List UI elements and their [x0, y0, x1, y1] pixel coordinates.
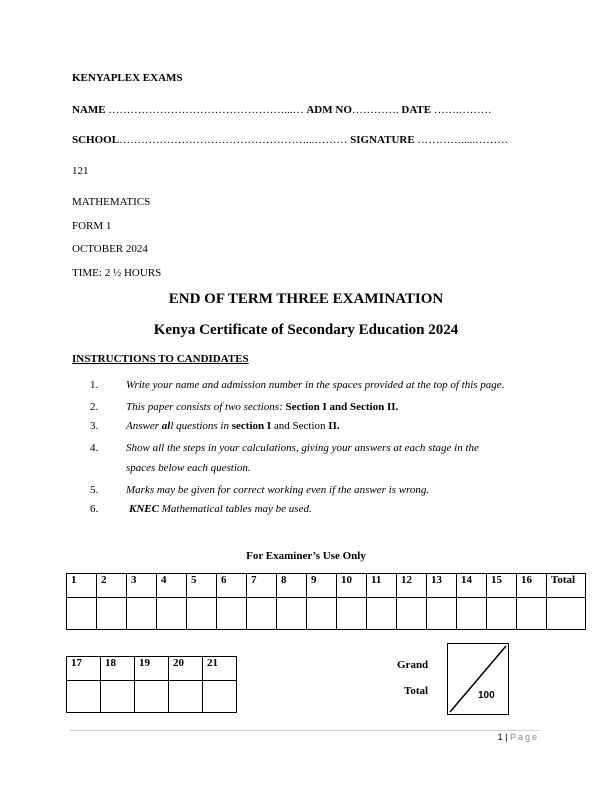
date-field[interactable]: …….……… [433, 104, 492, 116]
score-cell[interactable] [517, 598, 547, 630]
total-header-cell: Total [547, 574, 586, 598]
signature-field[interactable]: ………….....……… [417, 134, 509, 146]
total-score-cell[interactable] [547, 598, 586, 630]
paper-code: 121 [72, 165, 89, 177]
examiner-heading: For Examiner’s Use Only [246, 550, 366, 562]
instruction-text: Write your name and admission number in the spaces provided at the top of this page. [126, 379, 505, 391]
question-number-cell: 15 [487, 574, 517, 598]
score-cell[interactable] [337, 598, 367, 630]
question-number-cell: 1 [67, 574, 97, 598]
question-number-cell: 21 [203, 657, 237, 681]
question-number-cell: 9 [307, 574, 337, 598]
question-number-cell: 14 [457, 574, 487, 598]
school-field[interactable]: ……………………………………………...……… [119, 134, 348, 146]
question-number-cell: 10 [337, 574, 367, 598]
exam-org: KENYAPLEX EXAMS [72, 72, 183, 84]
score-cell[interactable] [127, 598, 157, 630]
score-table-2 [66, 656, 237, 713]
page-separator: | [502, 732, 510, 742]
paper-time: TIME: 2 ½ HOURS [72, 267, 162, 279]
question-number-cell: 8 [277, 574, 307, 598]
score-cell[interactable] [169, 681, 203, 713]
score-cell[interactable] [67, 598, 97, 630]
question-number-cell: 20 [169, 657, 203, 681]
score-cell[interactable] [307, 598, 337, 630]
question-number-cell: 11 [367, 574, 397, 598]
school-line [72, 134, 508, 146]
score-cell[interactable] [97, 598, 127, 630]
page-number: 1 [497, 732, 503, 742]
question-number-cell: 12 [397, 574, 427, 598]
question-number-cell: 4 [157, 574, 187, 598]
score-entry-row [67, 598, 586, 630]
paper-month: OCTOBER 2024 [72, 243, 148, 255]
instruction-number: 1. [90, 379, 99, 391]
name-field[interactable]: …………………………………………...… [108, 104, 304, 116]
score-cell[interactable] [367, 598, 397, 630]
question-number-cell: 3 [127, 574, 157, 598]
school-label: SCHOOL [72, 134, 120, 146]
exam-subtitle: Kenya Certificate of Secondary Education 2024 [153, 322, 459, 338]
instruction-number: 3. [90, 420, 99, 432]
diagonal-line [448, 644, 508, 714]
score-cell[interactable] [135, 681, 169, 713]
score-cell[interactable] [157, 598, 187, 630]
question-number-cell: 7 [247, 574, 277, 598]
instruction-number: 5. [90, 484, 99, 496]
instruction-number: 4. [90, 442, 99, 454]
question-number-cell: 13 [427, 574, 457, 598]
instructions-heading: INSTRUCTIONS TO CANDIDATES [72, 353, 249, 365]
adm-field[interactable]: …………. [351, 104, 399, 116]
question-number-cell: 19 [135, 657, 169, 681]
grand-total-box[interactable] [447, 643, 509, 715]
page-word: Page [509, 732, 539, 742]
score-cell[interactable] [67, 681, 101, 713]
question-number-cell: 18 [101, 657, 135, 681]
paper-form: FORM 1 [72, 220, 112, 232]
score-table-1 [66, 573, 586, 630]
score-header-row [67, 657, 237, 681]
instruction-text: This paper consists of two sections: Section I and Section II. [126, 401, 399, 413]
exam-title: END OF TERM THREE EXAMINATION [168, 291, 444, 307]
instruction-text: Answer all questions in section I and Section II. [126, 420, 340, 432]
score-entry-row [67, 681, 237, 713]
score-cell[interactable] [101, 681, 135, 713]
score-header-row [67, 574, 586, 598]
name-label: NAME [72, 104, 106, 116]
instruction-text: Marks may be given for correct working even if the answer is wrong. [126, 484, 430, 496]
max-marks: 100 [478, 690, 495, 701]
instruction-text: KNEC Mathematical tables may be used. [129, 503, 312, 515]
score-cell[interactable] [217, 598, 247, 630]
page-footer [498, 732, 539, 742]
score-cell[interactable] [203, 681, 237, 713]
score-cell[interactable] [277, 598, 307, 630]
score-cell[interactable] [487, 598, 517, 630]
instruction-number: 6. [90, 503, 99, 515]
instruction-number: 2. [90, 401, 99, 413]
score-cell[interactable] [457, 598, 487, 630]
total-label: Total [404, 685, 429, 697]
date-label: DATE [401, 104, 432, 116]
question-number-cell: 6 [217, 574, 247, 598]
score-cell[interactable] [187, 598, 217, 630]
paper-subject: MATHEMATICS [72, 196, 151, 208]
adm-label: ADM NO [306, 104, 352, 116]
question-number-cell: 2 [97, 574, 127, 598]
score-cell[interactable] [427, 598, 457, 630]
score-cell[interactable] [397, 598, 427, 630]
grand-label: Grand [397, 659, 429, 671]
instruction-text: Show all the steps in your calculations, giving your answers at each stage in the [126, 442, 479, 454]
question-number-cell: 17 [67, 657, 101, 681]
name-line [72, 104, 492, 116]
question-number-cell: 16 [517, 574, 547, 598]
score-cell[interactable] [247, 598, 277, 630]
question-number-cell: 5 [187, 574, 217, 598]
footer-divider [70, 730, 540, 731]
signature-label: SIGNATURE [350, 134, 415, 146]
instruction-text-continued: spaces below each question. [126, 462, 251, 474]
